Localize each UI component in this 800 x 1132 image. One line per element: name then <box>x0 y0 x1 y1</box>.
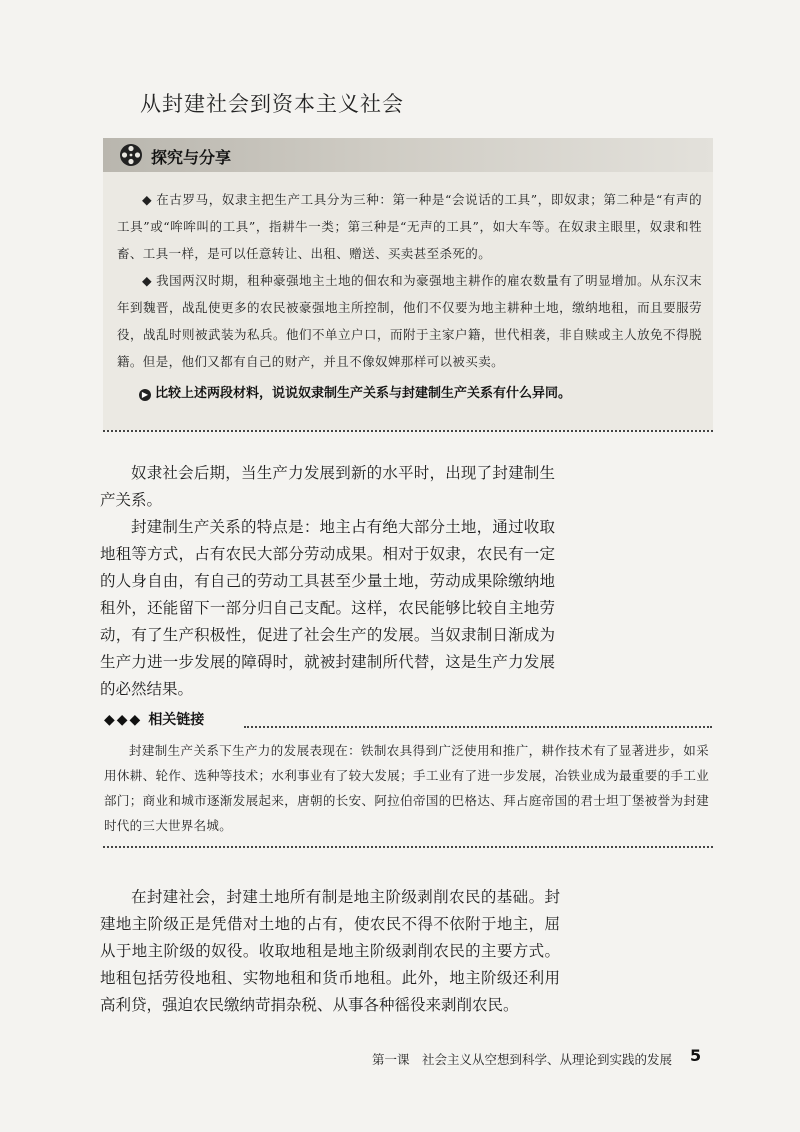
related-links-header: ◆◆◆ 相关链接 <box>104 712 205 728</box>
film-reel-icon <box>119 143 143 167</box>
footer-chapter: 第一课 社会主义从空想到科学、从理论到实践的发展 <box>372 1052 673 1067</box>
body-paragraph: 奴隶社会后期，当生产力发展到新的水平时，出现了封建制生产关系。 <box>100 464 555 509</box>
body-section-2 <box>100 884 560 1019</box>
body-paragraph: 在封建社会，封建土地所有制是地主阶级剥削农民的基础。封建地主阶级正是凭借对土地的占有，使农民不得不依附于地主，屈从于地主阶级的奴役。收取地租是地主阶级剥削农民的主要方式。地租包括劳役地租、实物地租和货币地租。此外，地主阶级还利用高利贷，强迫农民缴纳苛捐杂税、从事各种徭役来剥削农民。 <box>100 888 560 1014</box>
divider-dotted <box>103 430 713 432</box>
section-title: 从封建社会到资本主义社会 <box>140 92 404 116</box>
explore-share-box <box>103 138 713 430</box>
explore-question: ▶ 比较上述两段材料，说说奴隶制生产关系与封建制生产关系有什么异同。 <box>139 382 699 401</box>
play-arrow-icon: ▶ <box>139 389 151 401</box>
bullet-icon: ◆ <box>142 273 153 288</box>
body-paragraph: 封建制生产关系的特点是：地主占有绝大部分土地，通过收取地租等方式，占有农民大部分劳动成果。相对于奴隶，农民有一定的人身自由，有自己的劳动工具甚至少量土地，劳动成果除缴纳地租外，还能留下一部分归自己支配。这样，农民能够比较自主地劳动，有了生产积极性，促进了社会生产的发展。当奴隶制日渐成为生产力进一步发展的障碍时，就被封建制所代替，这是生产力发展的必然结果。 <box>100 518 555 698</box>
explore-paragraph-1: ◆ 在古罗马，奴隶主把生产工具分为三种：第一种是“会说话的工具”，即奴隶；第二种是“有声的工具”或“哞哞叫的工具”，指耕牛一类；第三种是“无声的工具”，如大车等。在奴隶主眼里，奴隶和牲畜、工具一样，是可以任意转让、出租、赠送、买卖甚至杀死的。 <box>117 192 703 261</box>
related-links-text: 封建制生产关系下生产力的发展表现在：铁制农具得到广泛使用和推广，耕作技术有了显著进步，如采用休耕、轮作、选种等技术；水利事业有了较大发展；手工业有了进一步发展，冶铁业成为最重要的手工业部门；商业和城市逐渐发展起来，唐朝的长安、阿拉伯帝国的巴格达、拜占庭帝国的君士坦丁堡被誉为封建时代的三大世界名城。 <box>104 743 709 833</box>
explore-title: 探究与分享 <box>151 148 232 167</box>
explore-paragraph-2: ◆ 我国两汉时期，租种豪强地主土地的佃农和为豪强地主耕作的雇农数量有了明显增加。从东汉末年到魏晋，战乱使更多的农民被豪强地主所控制，他们不仅要为地主耕种土地，缴纳地租，而且要服劳役，战乱时则被武装为私兵。他们不单立户口，而附于主家户籍，世代相袭，非自赎或主人放免不得脱籍。但是，他们又都有自己的财产，并且不像奴婢那样可以被买卖。 <box>117 273 702 369</box>
diamond-icons: ◆◆◆ <box>104 712 143 728</box>
divider-dotted <box>244 726 712 728</box>
bullet-icon: ◆ <box>142 192 153 207</box>
explore-header <box>103 138 713 172</box>
divider-dotted <box>103 846 713 848</box>
explore-material <box>117 186 702 375</box>
body-section-1 <box>100 460 555 703</box>
page-number: 5 <box>690 1046 702 1065</box>
